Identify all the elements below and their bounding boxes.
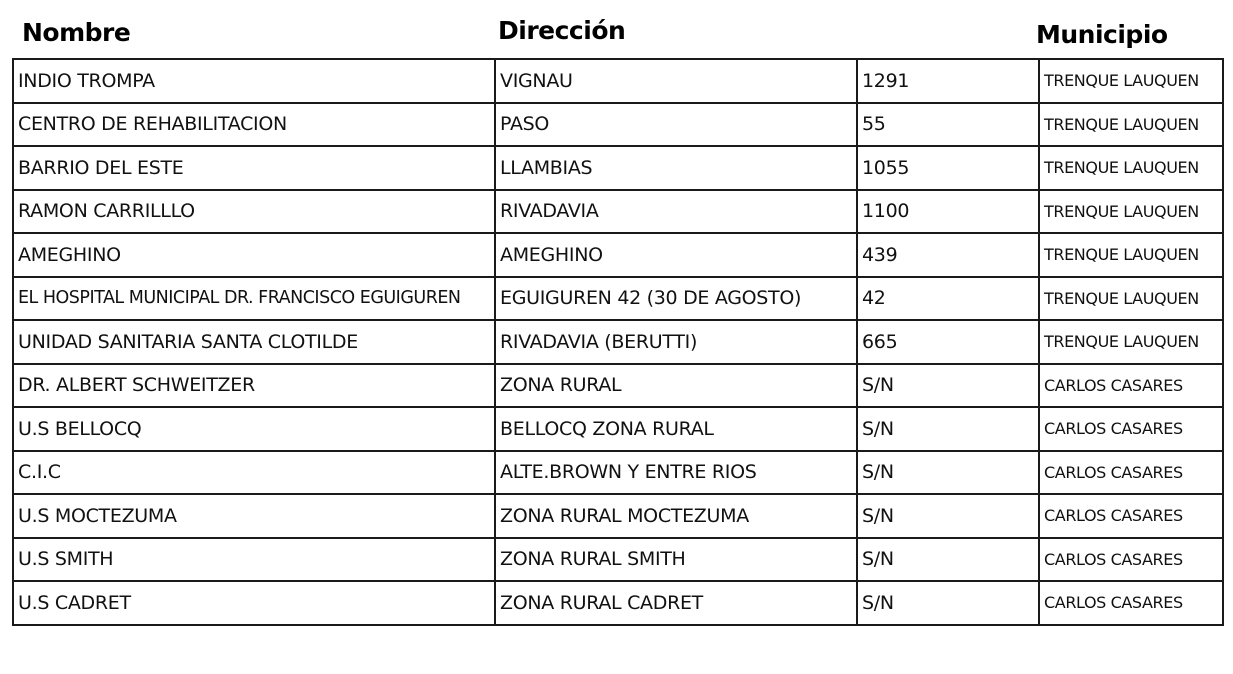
cell-direccion: PASO [495, 103, 857, 147]
table-row [13, 364, 1223, 408]
cell-numero: 55 [857, 103, 1039, 147]
cell-numero: S/N [857, 364, 1039, 408]
cell-direccion: ZONA RURAL CADRET [495, 581, 857, 625]
cell-nombre: C.I.C [13, 451, 495, 495]
table-row [13, 277, 1223, 321]
cell-nombre: U.S SMITH [13, 538, 495, 582]
cell-nombre: RAMON CARRILLLO [13, 190, 495, 234]
cell-numero: 1291 [857, 59, 1039, 103]
cell-municipio: CARLOS CASARES [1039, 451, 1223, 495]
health-centers-table [12, 58, 1224, 626]
cell-numero: S/N [857, 451, 1039, 495]
cell-numero: S/N [857, 538, 1039, 582]
cell-nombre: BARRIO DEL ESTE [13, 146, 495, 190]
table-row [13, 451, 1223, 495]
cell-direccion: RIVADAVIA (BERUTTI) [495, 320, 857, 364]
table-row [13, 146, 1223, 190]
cell-nombre: U.S BELLOCQ [13, 407, 495, 451]
cell-nombre: AMEGHINO [13, 233, 495, 277]
cell-nombre: EL HOSPITAL MUNICIPAL DR. FRANCISCO EGUIGUREN [13, 277, 495, 321]
table-row [13, 494, 1223, 538]
cell-direccion: RIVADAVIA [495, 190, 857, 234]
cell-municipio: CARLOS CASARES [1039, 407, 1223, 451]
table-row [13, 233, 1223, 277]
cell-numero: S/N [857, 407, 1039, 451]
cell-nombre: U.S MOCTEZUMA [13, 494, 495, 538]
cell-municipio: TRENQUE LAUQUEN [1039, 146, 1223, 190]
cell-municipio: CARLOS CASARES [1039, 581, 1223, 625]
cell-nombre: U.S CADRET [13, 581, 495, 625]
cell-direccion: ZONA RURAL MOCTEZUMA [495, 494, 857, 538]
cell-direccion: ZONA RURAL SMITH [495, 538, 857, 582]
cell-nombre: CENTRO DE REHABILITACION [13, 103, 495, 147]
cell-municipio: CARLOS CASARES [1039, 364, 1223, 408]
cell-municipio: TRENQUE LAUQUEN [1039, 320, 1223, 364]
cell-direccion: ZONA RURAL [495, 364, 857, 408]
cell-nombre: UNIDAD SANITARIA SANTA CLOTILDE [13, 320, 495, 364]
header-nombre: Nombre [22, 18, 131, 47]
table-row [13, 103, 1223, 147]
cell-municipio: TRENQUE LAUQUEN [1039, 103, 1223, 147]
cell-municipio: TRENQUE LAUQUEN [1039, 277, 1223, 321]
cell-municipio: TRENQUE LAUQUEN [1039, 233, 1223, 277]
cell-direccion: VIGNAU [495, 59, 857, 103]
table-row [13, 538, 1223, 582]
cell-municipio: CARLOS CASARES [1039, 538, 1223, 582]
cell-direccion: ALTE.BROWN Y ENTRE RIOS [495, 451, 857, 495]
cell-direccion: AMEGHINO [495, 233, 857, 277]
cell-municipio: TRENQUE LAUQUEN [1039, 190, 1223, 234]
cell-numero: S/N [857, 581, 1039, 625]
cell-municipio: TRENQUE LAUQUEN [1039, 59, 1223, 103]
cell-municipio: CARLOS CASARES [1039, 494, 1223, 538]
cell-nombre: INDIO TROMPA [13, 59, 495, 103]
table-row [13, 407, 1223, 451]
table-row [13, 59, 1223, 103]
cell-numero: 665 [857, 320, 1039, 364]
cell-direccion: LLAMBIAS [495, 146, 857, 190]
header-municipio: Municipio [1036, 20, 1168, 49]
cell-numero: 439 [857, 233, 1039, 277]
table-row [13, 320, 1223, 364]
cell-numero: 1055 [857, 146, 1039, 190]
cell-numero: 42 [857, 277, 1039, 321]
table-row [13, 581, 1223, 625]
cell-numero: S/N [857, 494, 1039, 538]
cell-numero: 1100 [857, 190, 1039, 234]
table-row [13, 190, 1223, 234]
cell-nombre: DR. ALBERT SCHWEITZER [13, 364, 495, 408]
header-direccion: Dirección [498, 16, 626, 45]
cell-direccion: EGUIGUREN 42 (30 DE AGOSTO) [495, 277, 857, 321]
cell-direccion: BELLOCQ ZONA RURAL [495, 407, 857, 451]
